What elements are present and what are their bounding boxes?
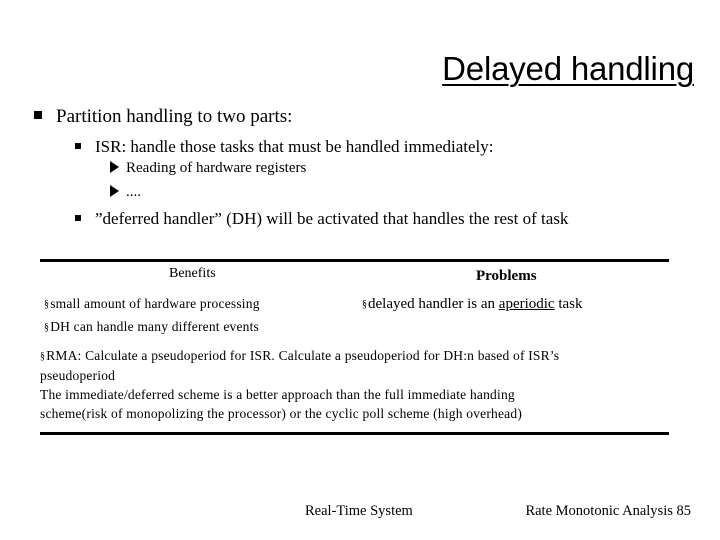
square-bullet-icon: [75, 215, 81, 221]
table-bottom-rule: [40, 432, 669, 435]
sub-bullet-text: ....: [126, 184, 141, 200]
note-line: pseudoperiod: [40, 368, 116, 383]
arrow-bullet-icon: [110, 185, 119, 197]
sub-bullet-registers: [110, 160, 306, 177]
table-top-rule: [40, 259, 669, 262]
sub-bullet-text: Reading of hardware registers: [126, 160, 307, 176]
slide-title: Delayed handling: [442, 50, 694, 87]
note-line: The immediate/deferred scheme is a better approach than the full immediate handing: [40, 387, 515, 402]
notes-paragraph: [40, 346, 680, 423]
bullet-text: Partition handling to two parts:: [56, 106, 293, 127]
section-bullet-icon: §: [362, 299, 367, 310]
problems-header: Problems: [476, 268, 537, 284]
bullet-partition: [34, 106, 292, 128]
footer-page: Rate Monotonic Analysis 85: [525, 503, 691, 519]
bullet-text: ”deferred handler” (DH) will be activated that handles the rest of task: [95, 209, 569, 228]
benefits-header: Benefits: [169, 266, 216, 281]
problem-item: §delayed handler is an aperiodic task: [362, 296, 583, 312]
arrow-bullet-icon: [110, 161, 119, 173]
section-bullet-icon: §: [44, 322, 50, 333]
benefit-item: §DH can handle many different events: [44, 319, 260, 334]
bullet-deferred-handler: [75, 209, 568, 229]
note-line: §RMA: Calculate a pseudoperiod for ISR. Calculate a pseudoperiod for DH:n based of ISR’s: [40, 348, 560, 363]
aperiodic-emphasis: aperiodic: [498, 296, 555, 312]
note-line: scheme(risk of monopolizing the processor) or the cyclic poll scheme (high overhead): [40, 406, 523, 421]
sub-bullet-ellipsis: [110, 184, 141, 201]
section-bullet-icon: §: [40, 351, 46, 362]
section-bullet-icon: §: [44, 299, 50, 310]
bullet-isr: [75, 137, 494, 157]
footer-course: Real-Time System: [305, 503, 413, 519]
bullet-text: ISR: handle those tasks that must be handled immediately:: [95, 137, 494, 156]
square-bullet-icon: [75, 143, 81, 149]
benefit-item: §small amount of hardware processing: [44, 296, 260, 311]
square-bullet-icon: [34, 111, 42, 119]
